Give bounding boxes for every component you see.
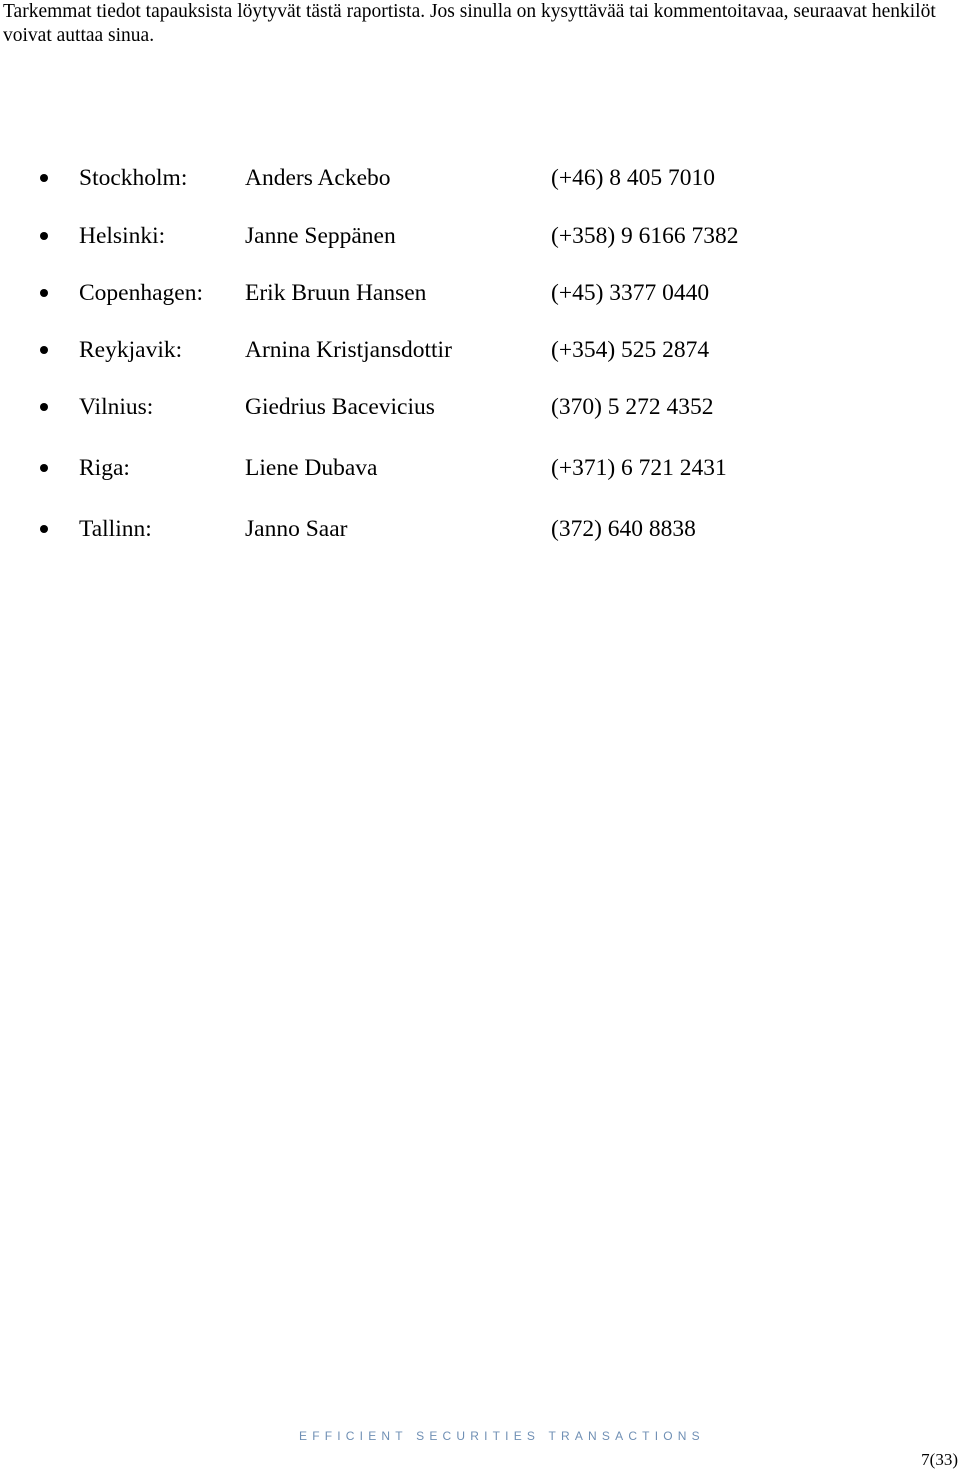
contact-city: Tallinn: (79, 516, 152, 542)
bullet-icon (40, 464, 48, 472)
contact-phone: (+45) 3377 0440 (551, 280, 710, 306)
bullet-icon (40, 289, 48, 297)
intro-paragraph: Tarkemmat tiedot tapauksista löytyvät tästä raportista. Jos sinulla on kysyttävää tai kommentoitavaa, seuraavat henkilöt voivat auttaa sinua. (3, 1, 936, 46)
contact-name: Arnina Kristjansdottir (245, 337, 452, 363)
list-item (0, 220, 960, 252)
contact-city: Reykjavik: (79, 337, 183, 363)
contact-phone: (370) 5 272 4352 (551, 394, 714, 420)
contact-phone: (372) 640 8838 (551, 516, 696, 542)
list-item (0, 391, 960, 423)
bullet-icon (40, 346, 48, 354)
list-item (0, 277, 960, 309)
contact-phone: (+46) 8 405 7010 (551, 165, 716, 191)
contact-name: Erik Bruun Hansen (245, 280, 427, 306)
contact-name: Giedrius Bacevicius (245, 394, 435, 420)
contact-phone: (+354) 525 2874 (551, 337, 710, 363)
bullet-icon (40, 232, 48, 240)
list-item (0, 513, 960, 545)
contact-name: Janne Seppänen (245, 223, 396, 249)
contact-name: Liene Dubava (245, 455, 378, 481)
contact-name: Anders Ackebo (245, 165, 391, 191)
contact-city: Riga: (79, 455, 130, 481)
contact-phone: (+371) 6 721 2431 (551, 455, 727, 481)
list-item (0, 452, 960, 484)
bullet-icon (40, 174, 48, 182)
footer-brand: EFFICIENT SECURITIES TRANSACTIONS (299, 1429, 705, 1443)
bullet-icon (40, 525, 48, 533)
contact-city: Vilnius: (79, 394, 154, 420)
contact-city: Stockholm: (79, 165, 188, 191)
contact-phone: (+358) 9 6166 7382 (551, 223, 739, 249)
contact-city: Copenhagen: (79, 280, 203, 306)
contact-name: Janno Saar (245, 516, 348, 542)
bullet-icon (40, 403, 48, 411)
list-item (0, 162, 960, 194)
page-number: 7(33) (921, 1450, 958, 1469)
contact-city: Helsinki: (79, 223, 166, 249)
list-item (0, 334, 960, 366)
